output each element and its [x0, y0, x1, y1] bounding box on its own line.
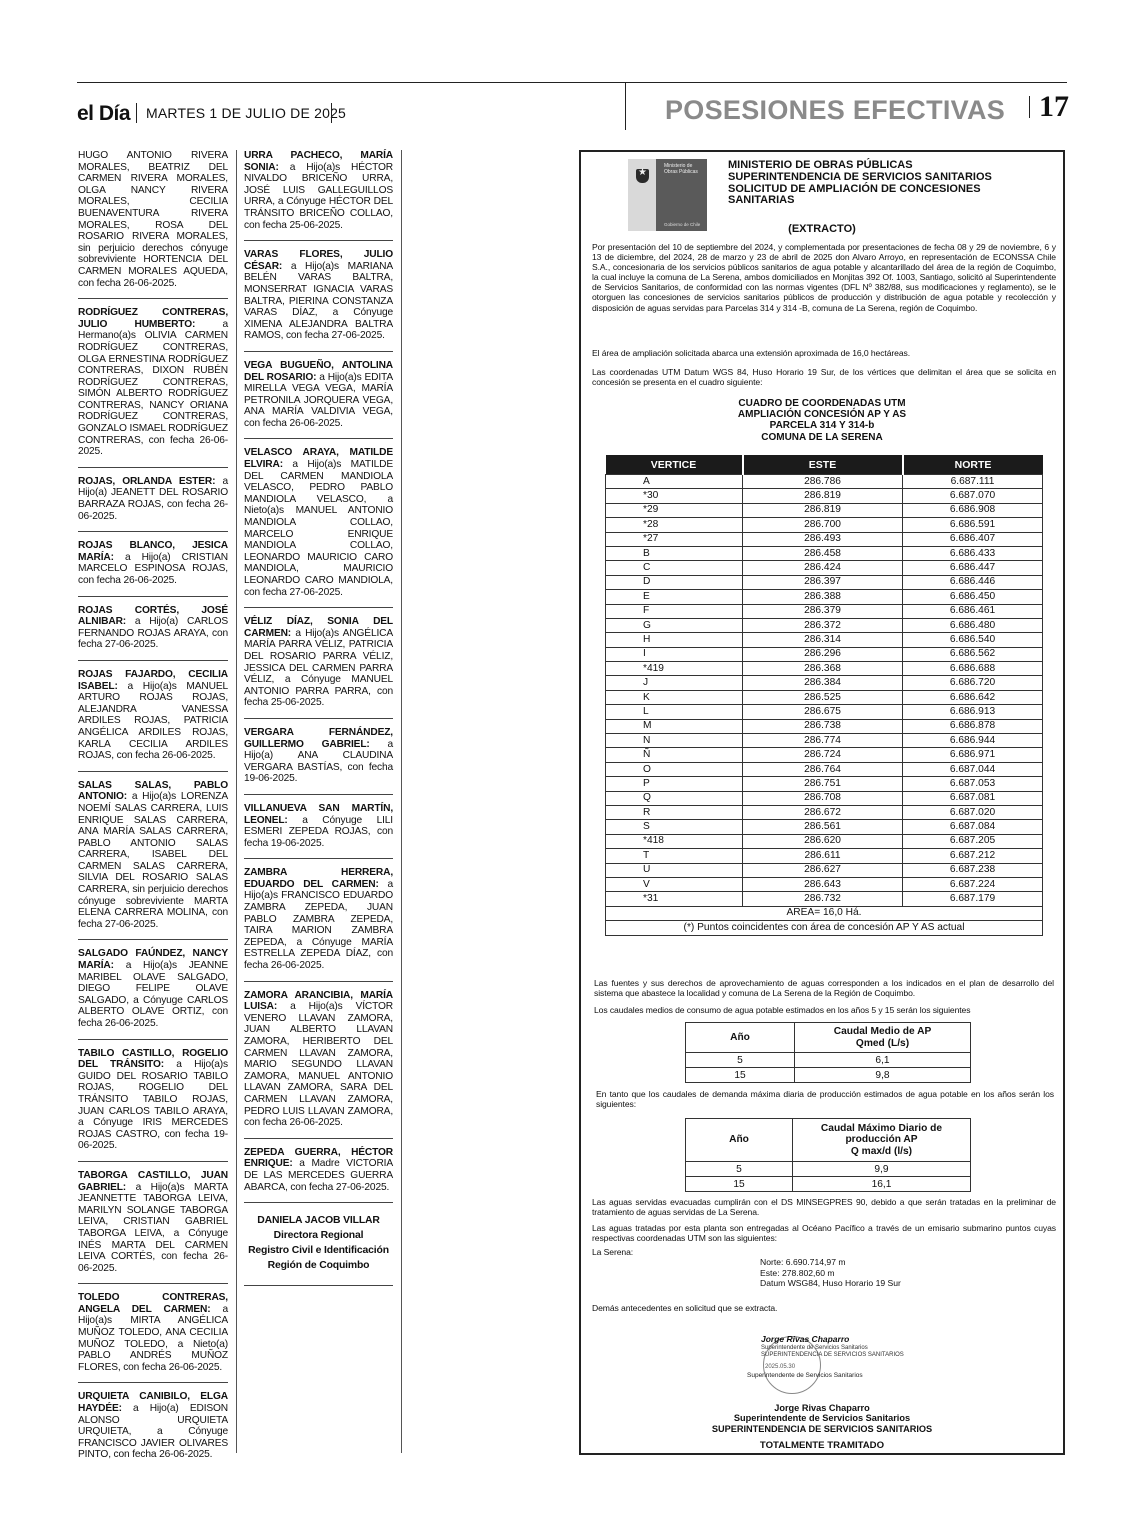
vertice-cell: F	[606, 604, 743, 618]
column-rule	[401, 150, 402, 1453]
norte-cell: 6.686.913	[903, 705, 1043, 719]
este-cell: 286.493	[743, 532, 903, 546]
heirs-text: a Hijo(a) CARLOS FERNANDO ROJAS ARAYA, con fecha 27-06-2025.	[78, 616, 228, 651]
norte-cell: 6.686.447	[903, 561, 1043, 575]
notice-paragraph-6: En tanto que los caudales de demanda máxima diaria de producción estimados de agua potable en los años serán los siguientes:	[596, 1089, 1054, 1110]
table-row	[686, 1053, 971, 1068]
table-row	[606, 489, 1043, 503]
table-row	[606, 791, 1043, 805]
t3-header-line1: Caudal Máximo Diario de	[820, 1122, 943, 1134]
norte-cell: 6.687.053	[903, 777, 1043, 791]
issue-date: MARTES 1 DE JULIO DE 2025	[146, 105, 347, 121]
vertice-cell: N	[606, 734, 743, 748]
table-row	[606, 575, 1043, 589]
table-row	[686, 1068, 971, 1083]
t2-header-year: Año	[686, 1023, 795, 1053]
shield-icon	[636, 169, 649, 183]
table-row	[606, 633, 1043, 647]
table-row	[606, 532, 1043, 546]
signature-name: DANIELA JACOB VILLAR	[257, 1215, 380, 1227]
header-divider	[625, 82, 626, 130]
este-cell: 286.672	[743, 805, 903, 819]
heirs-text: a Hijo(a) ANA CLAUDINA VERGARA BASTÍAS, con fecha 19-06-2025.	[244, 738, 393, 785]
table-footer-row	[606, 921, 1043, 935]
norte-cell: 6.686.407	[903, 532, 1043, 546]
este-cell: 286.819	[743, 503, 903, 517]
este-cell: 286.314	[743, 633, 903, 647]
heirs-text: a Hijo(a)s EDITA MIRELLA VEGA VEGA, MARÍA PETRONILA JORQUERA VEGA, ANA MARÍA VALDIVIA VEGA, con fecha 26-06-2025.	[244, 371, 393, 429]
notice-entry	[244, 249, 393, 352]
heirs-text: a Hijo(a)s ANGÉLICA MARÍA PARRA VÉLIZ, PATRICIA DEL ROSARIO PARRA VÉLIZ, JESSICA DEL CARMEN PARRA VÉLIZ, a Cónyuge MANUEL ANTONIO PARRA PARRA, con fecha 25-06-2025.	[244, 627, 393, 709]
header-divider	[136, 103, 137, 123]
este-cell: 286.700	[743, 518, 903, 532]
coordinates-table	[605, 455, 1043, 936]
notice-paragraph-3: Las coordenadas UTM Datum WGS 84, Huso Horario 19 Sur, de los vértices que delimitan el área que se solicita en concesión se presenta en el cuadro siguiente:	[592, 367, 1056, 388]
vertice-cell: S	[606, 820, 743, 834]
vertice-cell: H	[606, 633, 743, 647]
electronic-signature-stamp	[745, 1332, 915, 1394]
vertice-cell: D	[606, 575, 743, 589]
este-cell: 286.751	[743, 777, 903, 791]
norte-cell: 6.687.044	[903, 762, 1043, 776]
vertice-cell: *419	[606, 662, 743, 676]
table-row	[606, 503, 1043, 517]
heirs-text: a Hijo(a)s MANUEL ARTURO ROJAS ROJAS, ALEJANDRA VANESSA ARDILES ROJAS, PATRICIA ANGÉLICA ARDILES ROJAS, KARLA CECILIA ARDILES ROJAS, con fecha 26-06-2025.	[78, 680, 228, 762]
signature-role1: Directora Regional	[273, 1230, 364, 1242]
deceased-name: ZEPEDA GUERRA, HÉCTOR ENRIQUE:	[244, 1146, 393, 1170]
este-cell: 286.611	[743, 849, 903, 863]
vertice-cell: A	[606, 475, 743, 489]
t2-flow-cell: 6,1	[795, 1053, 971, 1068]
vertice-cell: U	[606, 863, 743, 877]
table-row	[606, 546, 1043, 560]
norte-cell: 6.686.642	[903, 690, 1043, 704]
stamp-line-3: Superintendente de Servicios Sanitarios	[747, 1372, 863, 1379]
notice-entry	[244, 990, 393, 1139]
table-row	[606, 748, 1043, 762]
vertice-cell: *29	[606, 503, 743, 517]
notice-paragraph-10: Demás antecedentes en solicitud que se extracta.	[592, 1303, 778, 1313]
vertice-cell: V	[606, 877, 743, 891]
vertice-cell: *30	[606, 489, 743, 503]
table-row	[606, 690, 1043, 704]
norte-cell: 6.687.238	[903, 863, 1043, 877]
vertice-cell: M	[606, 719, 743, 733]
signature-role3: Región de Coquimbo	[267, 1260, 370, 1272]
heirs-text: a Hijo(a)s MARIANA BELÉN VARAS BALTRA, MONSERRAT IGNACIA VARAS BALTRA, PIERINA CONSTANZA VARAS DÍAZ, a Cónyuge XIMENA ALEJANDRA BALTRA RAMOS, con fecha 27-06-2025.	[244, 260, 393, 342]
table-row	[686, 1162, 971, 1177]
heirs-text: HUGO ANTONIO RIVERA MORALES, BEATRIZ DEL CARMEN RIVERA MORALES, OLGA NANCY RIVERA MORALES, CECILIA BUENAVENTURA RIVERA MORALES, ROSA DEL ROSARIO RIVERA MORALES, sin perjuicio derechos cónyuge sobreviviente HORTENCIA DEL CARMEN MORALES AQUEDA, con fecha 26-06-2025.	[78, 150, 228, 289]
norte-cell: 6.686.562	[903, 647, 1043, 661]
notice-entry	[244, 150, 393, 241]
outfall-coordinates	[760, 1257, 901, 1289]
este-cell: 286.368	[743, 662, 903, 676]
notice-entry	[244, 803, 393, 859]
este-cell: 286.786	[743, 475, 903, 489]
header-vertice: VERTICE	[606, 455, 743, 475]
table-row	[606, 561, 1043, 575]
vertice-cell: Q	[606, 791, 743, 805]
stamp-name: Jorge Rivas Chaparro	[761, 1334, 850, 1344]
heirs-text: a Hijo(a) CRISTIAN MARCELO ESPINOSA ROJAS, con fecha 26-06-2025.	[78, 551, 228, 586]
heirs-text: a Hijo(a) JEANETT DEL ROSARIO BARRAZA ROJAS, con fecha 26-06-2025.	[78, 475, 228, 522]
norte-cell: 6.687.020	[903, 805, 1043, 819]
heirs-text: a Hijo(a)s MARTA JEANNETTE TABORGA LEIVA, MARILYN SOLANGE TABORGA LEIVA, CRISTIAN GABRIEL TABORGA LEIVA, a Cónyuge INÉS MARTA DEL CARMEN LEIVA CORTÉS, con fecha 26-06-2025.	[78, 1181, 228, 1274]
notice-entry	[78, 1391, 228, 1470]
t3-year-cell: 15	[686, 1177, 793, 1192]
stamp-date: 2025.05.30	[765, 1364, 796, 1370]
notice-entry	[244, 360, 393, 440]
t3-flow-cell: 9,9	[793, 1162, 971, 1177]
norte-cell: 6.687.070	[903, 489, 1043, 503]
este-cell: 286.397	[743, 575, 903, 589]
notice-entry	[78, 605, 228, 661]
este-cell: 286.620	[743, 834, 903, 848]
notice-entry	[78, 1292, 228, 1383]
t3-header-flow	[793, 1119, 971, 1162]
table-row	[606, 863, 1043, 877]
table-row	[606, 719, 1043, 733]
norte-cell: 6.686.450	[903, 590, 1043, 604]
notice-entry	[78, 540, 228, 596]
table-row	[606, 734, 1043, 748]
t3-flow-cell: 16,1	[793, 1177, 971, 1192]
este-cell: 286.774	[743, 734, 903, 748]
norte-cell: 6.686.591	[903, 518, 1043, 532]
deceased-name: URRA PACHECO, MARÍA SONIA:	[244, 150, 393, 173]
notice-entry	[78, 948, 228, 1039]
norte-cell: 6.687.224	[903, 877, 1043, 891]
este-cell: 286.372	[743, 618, 903, 632]
deceased-name: ZAMORA ARANCIBIA, MARÍA LUISA:	[244, 989, 393, 1013]
este-cell: 286.458	[743, 546, 903, 560]
cuadro-line-4: COMUNA DE LA SERENA	[761, 431, 883, 443]
notice-entry	[78, 476, 228, 532]
norte-cell: 6.686.540	[903, 633, 1043, 647]
deceased-name: SALAS SALAS, PABLO ANTONIO:	[78, 779, 228, 803]
este-cell: 286.738	[743, 719, 903, 733]
norte-cell: 6.686.908	[903, 503, 1043, 517]
este-cell: 286.525	[743, 690, 903, 704]
este-cell: 286.379	[743, 604, 903, 618]
extracto-label: (EXTRACTO)	[788, 223, 856, 235]
norte-cell: 6.687.081	[903, 791, 1043, 805]
header-norte: NORTE	[903, 455, 1043, 475]
deceased-name: VARAS FLORES, JULIO CÉSAR:	[244, 249, 393, 272]
este-cell: 286.296	[743, 647, 903, 661]
deceased-name: RODRÍGUEZ CONTRERAS, JULIO HUMBERTO:	[78, 307, 228, 330]
vertice-cell: T	[606, 849, 743, 863]
t3-header-year: Año	[686, 1119, 793, 1162]
este-cell: 286.424	[743, 561, 903, 575]
notice-title-1: MINISTERIO DE OBRAS PÚBLICAS	[728, 159, 913, 171]
signer-role: Superintendente de Servicios Sanitarios	[733, 1413, 911, 1424]
t2-flow-cell: 9,8	[795, 1068, 971, 1083]
vertice-cell: K	[606, 690, 743, 704]
heirs-text: a Hijo(a) EDISON ALONSO URQUIETA URQUIETA, a Cónyuge FRANCISCO JAVIER OLIVARES PINTO, con fecha 26-06-2025.	[78, 1403, 228, 1461]
page-number: 17	[1039, 90, 1069, 123]
vertice-cell: *27	[606, 532, 743, 546]
header-top-rule	[77, 82, 1067, 83]
heirs-text: a Hermano(a)s OLIVIA CARMEN RODRÍGUEZ CONTRERAS, OLGA ERNESTINA RODRÍGUEZ CONTRERAS, DIXON RUBÉN RODRÍGUEZ CONTRERAS, SIMÓN ALBERTO RODRÍGUEZ CONTRERAS, NANCY ORIANA RODRÍGUEZ CONTRERAS, GONZALO ISMAEL RODRÍGUEZ CONTRERAS, con fecha 26-06-2025.	[78, 318, 228, 458]
vertice-cell: R	[606, 805, 743, 819]
deceased-name: TABORGA CASTILLO, JUAN GABRIEL:	[78, 1169, 228, 1193]
norte-cell: 6.686.446	[903, 575, 1043, 589]
heirs-text: a Hijo(a)s HÉCTOR NIVALDO BRICEÑO URRA, JOSÉ LUIS GALLEGUILLOS URRA, a Cónyuge HÉCTOR DEL TRÁNSITO BRICEÑO COLLAO, con fecha 25-06-2025.	[244, 161, 393, 231]
norte-cell: 6.687.212	[903, 849, 1043, 863]
norte-cell: 6.686.461	[903, 604, 1043, 618]
este-cell: 286.561	[743, 820, 903, 834]
t3-year-cell: 5	[686, 1162, 793, 1177]
logo-text: Ministerio de Obras Públicas	[664, 163, 698, 175]
este-cell: 286.724	[743, 748, 903, 762]
cuadro-line-3: PARCELA 314 Y 314-b	[769, 420, 875, 432]
vertice-cell: J	[606, 676, 743, 690]
newspaper-logo: el Día	[77, 102, 131, 125]
deceased-name: ROJAS FAJARDO, CECILIA ISABEL:	[78, 668, 228, 692]
deceased-name: SALGADO FAÚNDEZ, NANCY MARÍA:	[78, 948, 228, 972]
heirs-text: a Hijo(a)s JEANNE MARIBEL OLAVE SALGADO, DIEGO FELIPE OLAVE SALGADO, a Cónyuge CARLOS ALBERTO OLAVE ORTIZ, con fecha 26-06-2025.	[78, 960, 228, 1029]
table-row	[606, 662, 1043, 676]
footnote-cell: (*) Puntos coincidentes con área de concesión AP Y AS actual	[606, 921, 1043, 935]
deceased-name: ROJAS BLANCO, JESICA MARÍA:	[78, 540, 228, 563]
este-cell: 286.819	[743, 489, 903, 503]
table-header-row	[606, 455, 1043, 475]
cuadro-line-1: CUADRO DE COORDENADAS UTM	[738, 398, 906, 409]
norte-cell: 6.686.688	[903, 662, 1043, 676]
header-divider	[331, 103, 332, 123]
heirs-text: a Hijo(a)s VÍCTOR VENERO LLAVAN ZAMORA, JUAN ALBERTO LLAVAN ZAMORA, HERIBERTO DEL CARMEN LLAVAN ZAMORA, MARIO SEGUNDO LLAVAN ZAMORA, MANUEL ANTONIO LLAVAN ZAMORA, SARA DEL CARMEN LLAVAN ZAMORA, PEDRO LUIS LLAVAN ZAMORA, con fecha 26-06-2025.	[244, 1001, 393, 1129]
cuadro-line-2: AMPLIACIÓN CONCESIÓN AP Y AS	[737, 409, 907, 421]
table-row	[606, 604, 1043, 618]
notice-paragraph-1: Por presentación del 10 de septiembre del 2024, y complementada por presentaciones de fecha 08 y 29 de noviembre, 6 y 13 de diciembre, del 2024, 28 de marzo y 23 de abril de 2025 don Alvaro Arroyo, en representación de ECONSSA Chile S.A., concesionaria de los servicios públicos sanitarios de agua potable y alcantarillado del área de la región de Coquimbo, la cual incluye la comuna de La Serena, ambos domiciliados en Monjitas 392 Of. 1003, Santiago, solicitó al Superintendente de Servicios Sanitarios, de conformidad con las normas vigentes (DFL Nº 382/88, sus modificaciones y reglamento), se le otorguen las concesiones de servicios sanitarios públicos de producción y distribución de agua potable y recolección y disposición de aguas servidas para Parcelas 314 y 314 -B, comuna de La Serena, región de Coquimbo.	[592, 242, 1056, 313]
notices-column-1	[78, 150, 228, 1478]
heirs-text: a Hijo(a)s FRANCISCO EDUARDO ZAMBRA ZEPEDA, JUAN PABLO ZAMBRA ZEPEDA, TAIRA MARION ZAMBRA ZEPEDA, a Cónyuge MARÍA ESTRELLA ZEPEDA DÍAZ, con fecha 26-06-2025.	[244, 878, 393, 972]
norte-cell: 6.686.971	[903, 748, 1043, 762]
notice-entry	[78, 1170, 228, 1284]
table-row	[686, 1177, 971, 1192]
vertice-cell: L	[606, 705, 743, 719]
table-row	[606, 892, 1043, 906]
notice-entry	[244, 727, 393, 795]
deceased-name: ZAMBRA HERRERA, EDUARDO DEL CARMEN:	[244, 867, 393, 890]
outfall-norte: Norte: 6.690.714,97 m	[760, 1257, 846, 1267]
column-rule	[236, 150, 237, 1453]
este-cell: 286.708	[743, 791, 903, 805]
table-row	[606, 805, 1043, 819]
table-row	[606, 618, 1043, 632]
notice-entry	[78, 150, 228, 299]
table-row	[606, 647, 1043, 661]
outfall-este: Este: 278.802,60 m	[760, 1267, 835, 1278]
heirs-text: a Hijo(a)s GUIDO DEL ROSARIO TABILO ROJAS, ROGELIO DEL TRÁNSITO TABILO ROJAS, JUAN CARLOS TABILO ARAYA, a Cónyuge IRIS MERCEDES ROJAS CASTRO, con fecha 19-06-2025.	[78, 1059, 228, 1152]
notice-entry	[244, 1147, 393, 1203]
notice-title-2: SUPERINTENDENCIA DE SERVICIOS SANITARIOS	[728, 170, 992, 183]
table-footer-row	[606, 906, 1043, 920]
notice-heading	[728, 160, 1048, 207]
notice-paragraph-2: El área de ampliación solicitada abarca una extensión aproximada de 16,0 hectáreas.	[592, 348, 910, 358]
t2-header-line2: Qmed (L/s)	[855, 1037, 910, 1049]
este-cell: 286.627	[743, 863, 903, 877]
vertice-cell: *28	[606, 518, 743, 532]
outfall-datum: Datum WSG84, Huso Horario 19 Sur	[760, 1278, 901, 1288]
vertice-cell: I	[606, 647, 743, 661]
notice-signature	[579, 1403, 1065, 1434]
tramitado-label: TOTALMENTE TRAMITADO	[759, 1440, 885, 1451]
norte-cell: 6.687.111	[903, 475, 1043, 489]
norte-cell: 6.687.205	[903, 834, 1043, 848]
vertice-cell: G	[606, 618, 743, 632]
norte-cell: 6.687.084	[903, 820, 1043, 834]
t2-year-cell: 15	[686, 1068, 795, 1083]
notice-paragraph-7: Las aguas servidas evacuadas cumplirán con el DS MINSEGPRES 90, debido a que serán tratadas en la preliminar de tratamiento de aguas servidas de La Serena.	[592, 1197, 1056, 1218]
area-cell: AREA= 16,0 Há.	[606, 906, 1043, 920]
table-row	[606, 676, 1043, 690]
vertice-cell: E	[606, 590, 743, 604]
max-flow-table	[685, 1118, 971, 1192]
logo-small-text: Gobierno de Chile	[664, 222, 701, 227]
table-row	[606, 518, 1043, 532]
deceased-name: VILLANUEVA SAN MARTÍN, LEONEL:	[244, 802, 393, 826]
vertice-cell: P	[606, 777, 743, 791]
deceased-name: VÉLIZ DÍAZ, SONIA DEL CARMEN:	[244, 616, 393, 639]
norte-cell: 6.686.878	[903, 719, 1043, 733]
este-cell: 286.764	[743, 762, 903, 776]
header-este: ESTE	[743, 455, 903, 475]
table-row	[606, 834, 1043, 848]
este-cell: 286.388	[743, 590, 903, 604]
deceased-name: URQUIETA CANIBILO, ELGA HAYDÉE:	[78, 1391, 228, 1415]
deceased-name: TOLEDO CONTRERAS, ANGELA DEL CARMEN:	[78, 1292, 228, 1315]
notice-paragraph-5: Los caudales medios de consumo de agua potable estimados en los años 5 y 15 serán los siguientes	[594, 1005, 971, 1015]
stamp-line-2: SUPERINTENDENCIA DE SERVICIOS SANITARIOS	[761, 1352, 904, 1358]
vertice-cell: B	[606, 546, 743, 560]
deceased-name: VERGARA FERNÁNDEZ, GUILLERMO GABRIEL:	[244, 726, 393, 750]
norte-cell: 6.686.480	[903, 618, 1043, 632]
deceased-name: TABILO CASTILLO, ROGELIO DEL TRÁNSITO:	[78, 1047, 228, 1071]
coordinates-table-title	[579, 398, 1065, 443]
t3-header-line3: Q max/d (l/s)	[850, 1145, 913, 1157]
vertice-cell: Ñ	[606, 748, 743, 762]
table-row	[606, 849, 1043, 863]
deceased-name: ROJAS, ORLANDA ESTER:	[78, 475, 216, 487]
table-row	[606, 590, 1043, 604]
registry-signature	[244, 1211, 393, 1286]
t3-header-line2: producción AP	[845, 1134, 918, 1146]
t2-header-line1: Caudal Medio de AP	[833, 1026, 932, 1037]
deceased-name: ROJAS CORTÉS, JOSÉ ALNIBAR:	[78, 604, 228, 628]
notice-entry	[244, 447, 393, 608]
average-flow-table	[685, 1022, 971, 1083]
heirs-text: a Hijo(a)s MIRTA ANGÉLICA MUÑOZ TOLEDO, ANA CECILIA MUÑOZ TOLEDO, a Nieto(a) PABLO ANDRÉS MUÑOZ FLORES, con fecha 26-06-2025.	[78, 1303, 228, 1373]
header-divider	[1029, 96, 1030, 118]
notice-entry	[78, 780, 228, 941]
vertice-cell: *31	[606, 892, 743, 906]
notice-entry	[244, 867, 393, 981]
norte-cell: 6.687.179	[903, 892, 1043, 906]
notice-title-3: SOLICITUD DE AMPLIACIÓN DE CONCESIONES SANITARIAS	[728, 182, 981, 207]
notice-paragraph-9: La Serena:	[592, 1247, 634, 1257]
table-row	[606, 475, 1043, 489]
este-cell: 286.643	[743, 877, 903, 891]
vertice-cell: *418	[606, 834, 743, 848]
este-cell: 286.732	[743, 892, 903, 906]
deceased-name: VEGA BUGUEÑO, ANTOLINA DEL ROSARIO:	[244, 359, 393, 383]
signature-role2: Registro Civil e Identificación	[248, 1245, 389, 1257]
table-row	[606, 705, 1043, 719]
table-row	[606, 877, 1043, 891]
heirs-text: a Madre VICTORIA DE LAS MERCEDES GUERRA ABARCA, con fecha 27-06-2025.	[244, 1158, 393, 1193]
heirs-text: a Cónyuge LILI ESMERI ZEPEDA ROJAS, con fecha 19-06-2025.	[244, 814, 393, 849]
signer-name: Jorge Rivas Chaparro	[774, 1403, 870, 1413]
notice-entry	[78, 669, 228, 772]
heirs-text: a Hijo(a)s LORENZA NOEMÍ SALAS CARRERA, LUIS ENRIQUE SALAS CARRERA, ANA MARÍA SALAS CARRERA, PABLO ANTONIO SALAS CARRERA, ISABEL DEL CARMEN SALAS CARRERA, SILVIA DEL ROSARIO SALAS CARRERA, sin perjuicio derechos cónyuge sobreviviente MARTA ELENA CARRERA MOLINA, con fecha 27-06-2025.	[78, 791, 228, 930]
norte-cell: 6.686.944	[903, 734, 1043, 748]
heirs-text: a Hijo(a)s MATILDE DEL CARMEN MANDIOLA VELASCO, PEDRO PABLO MANDIOLA VELASCO, a Nieto(a)s MANUEL ANTONIO MANDIOLA COLLAO, MARCELO ENRIQUE MANDIOLA COLLAO, LEONARDO MAURICIO CARO MANDIOLA, MAURICIO LEONARDO CARO MANDIOLA, con fecha 27-06-2025.	[244, 459, 393, 598]
table-row	[606, 762, 1043, 776]
stamp-line-1: Superintendente de Servicios Sanitarios	[761, 1345, 868, 1351]
ministry-logo	[628, 159, 707, 231]
vertice-cell: C	[606, 561, 743, 575]
notice-entry	[78, 307, 228, 468]
t2-year-cell: 5	[686, 1053, 795, 1068]
signer-organization: SUPERINTENDENCIA DE SERVICIOS SANITARIOS	[711, 1423, 933, 1434]
t2-header-flow	[795, 1023, 971, 1053]
table-row	[606, 777, 1043, 791]
norte-cell: 6.686.433	[903, 546, 1043, 560]
table-row	[606, 820, 1043, 834]
vertice-cell: O	[606, 762, 743, 776]
este-cell: 286.675	[743, 705, 903, 719]
este-cell: 286.384	[743, 676, 903, 690]
notice-entry	[244, 616, 393, 719]
notice-paragraph-8: Las aguas tratadas por esta planta son entregadas al Océano Pacífico a través de un emisario submarino puntos cuyas respectivas coordenadas UTM son las siguientes:	[592, 1223, 1056, 1244]
notice-entry	[78, 1048, 228, 1162]
notice-paragraph-4: Las fuentes y sus derechos de aprovechamiento de aguas corresponden a los indicados en el plan de desarrollo del sistema que abastece la localidad y comuna de La Serena de la Región de Coquimbo.	[594, 978, 1054, 999]
notices-column-2	[244, 150, 393, 1286]
deceased-name: VELASCO ARAYA, MATILDE ELVIRA:	[244, 447, 393, 471]
norte-cell: 6.686.720	[903, 676, 1043, 690]
section-title: POSESIONES EFECTIVAS	[665, 95, 1006, 125]
